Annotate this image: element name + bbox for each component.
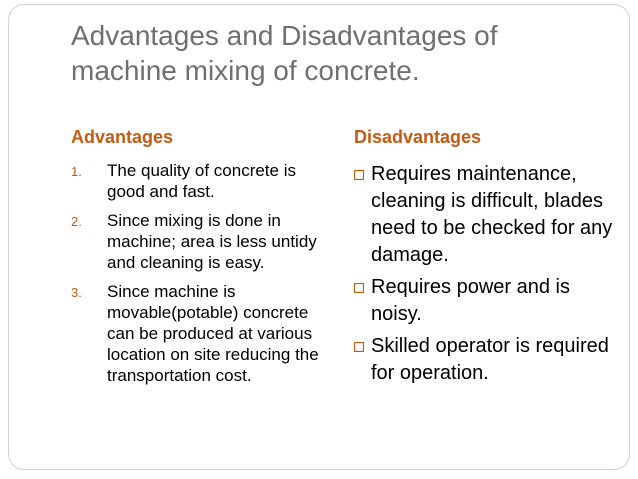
disadvantage-item xyxy=(354,333,614,387)
square-bullet-icon xyxy=(354,170,364,180)
advantage-text: The quality of concrete is good and fast. xyxy=(107,161,296,201)
advantage-number: 1. xyxy=(71,164,82,179)
disadvantage-text: Skilled operator is required for operation. xyxy=(371,335,609,384)
square-bullet-icon xyxy=(354,283,364,293)
square-bullet-icon xyxy=(354,342,364,352)
advantages-list xyxy=(71,160,321,394)
advantage-number: 3. xyxy=(71,285,82,300)
disadvantage-text: Requires power and is noisy. xyxy=(371,276,570,325)
advantage-item xyxy=(71,281,321,386)
disadvantages-heading: Disadvantages xyxy=(354,127,482,147)
advantages-heading: Advantages xyxy=(71,127,174,147)
disadvantage-item xyxy=(354,274,614,328)
advantage-text: Since machine is movable(potable) concrete can be produced at various location on site reducing the transportation cost. xyxy=(107,282,319,385)
disadvantages-list xyxy=(354,161,614,392)
slide-title: Advantages and Disadvantages of machine mixing of concrete. xyxy=(71,20,498,86)
disadvantage-text: Requires maintenance, cleaning is difficult, blades need to be checked for any damage. xyxy=(371,163,613,266)
advantage-text: Since mixing is done in machine; area is less untidy and cleaning is easy. xyxy=(107,211,317,272)
disadvantage-item xyxy=(354,161,614,269)
advantage-number: 2. xyxy=(71,214,82,229)
advantage-item xyxy=(71,160,321,202)
advantage-item xyxy=(71,210,321,273)
